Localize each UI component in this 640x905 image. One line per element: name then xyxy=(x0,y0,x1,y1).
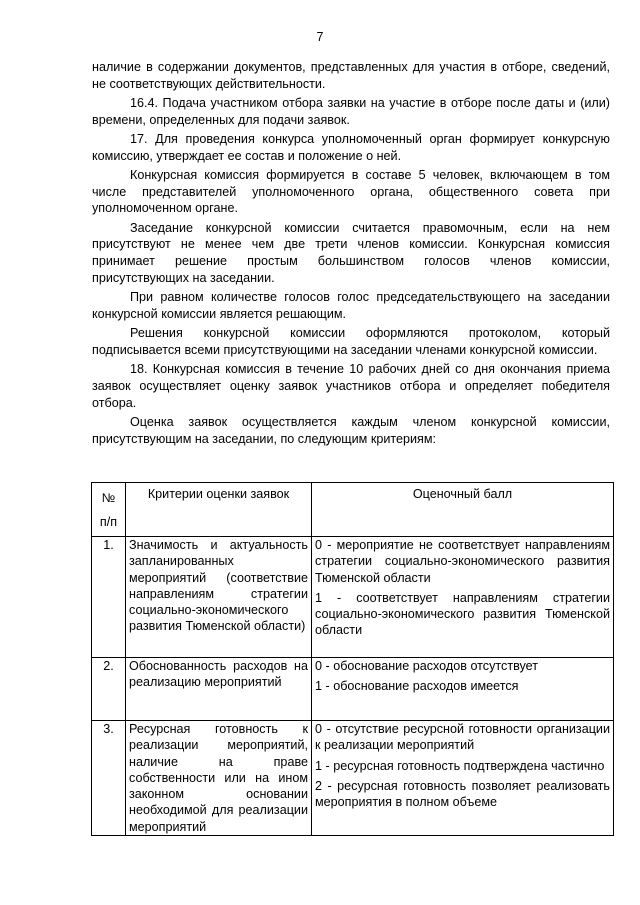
header-number-sign: № xyxy=(101,491,116,505)
header-criteria: Критерии оценки заявок xyxy=(126,483,312,537)
row-scores xyxy=(312,537,614,658)
paragraph-16-4: 16.4. Подача участником отбора заявки на участие в отборе после даты и (или) времени, определенных для подачи заявок. xyxy=(92,96,610,127)
paragraph-18: 18. Конкурсная комиссия в течение 10 рабочих дней со дня окончания приема заявок осуществляет оценку заявок участников отбора и определяет победителя отбора. xyxy=(92,362,610,410)
row-number: 2. xyxy=(92,658,126,721)
row-criterion: Ресурсная готовность к реализации мероприятий, наличие на праве собственности или на ином законном основании необходимой для реализации мероприятий xyxy=(126,721,312,836)
score-option: 1 - ресурсная готовность подтверждена частично xyxy=(315,758,605,773)
score-option: 1 - обоснование расходов имеется xyxy=(315,679,519,694)
criteria-table xyxy=(91,482,614,836)
paragraph-17: 17. Для проведения конкурса уполномоченный орган формирует конкурсную комиссию, утверждает ее состав и положение о ней. xyxy=(92,132,610,163)
score-option: 0 - мероприятие не соответствует направлениям стратегии социально-экономического развития Тюменской области xyxy=(315,538,610,585)
table-row xyxy=(92,658,614,721)
score-option: 0 - отсутствие ресурсной готовности организации к реализации мероприятий xyxy=(315,722,610,753)
row-criterion: Обоснованность расходов на реализацию мероприятий xyxy=(126,658,312,721)
row-number: 1. xyxy=(92,537,126,658)
document-body xyxy=(92,59,610,450)
score-option: 0 - обоснование расходов отсутствует xyxy=(315,659,539,673)
paragraph-continuation: наличие в содержании документов, представленных для участия в отборе, сведений, не соответствующих действительности. xyxy=(92,60,610,91)
row-scores xyxy=(312,658,614,721)
page-number: 7 xyxy=(316,30,324,44)
row-number: 3. xyxy=(92,721,126,836)
header-number-pp: п/п xyxy=(99,515,118,529)
score-option: 2 - ресурсная готовность позволяет реализовать мероприятия в полном объеме xyxy=(315,778,610,810)
table-row xyxy=(92,721,614,836)
table-row xyxy=(92,537,614,658)
table-header-row xyxy=(92,483,614,537)
paragraph-commission-composition: Конкурсная комиссия формируется в составе 5 человек, включающем в том числе представителей уполномоченного органа, общественного совета при уполномоченном органе. xyxy=(92,168,610,216)
header-number xyxy=(92,483,126,537)
row-criterion: Значимость и актуальность запланированных мероприятий (соответствие направлениям стратегии социально-экономического развития Тюменской области) xyxy=(126,537,312,658)
row-scores xyxy=(312,721,614,836)
paragraph-quorum: Заседание конкурсной комиссии считается правомочным, если на нем присутствуют не менее чем две трети членов комиссии. Конкурсная комиссия принимает решение простым большинством голосов членов комиссии, присутствующих на заседании. xyxy=(92,220,610,285)
header-score: Оценочный балл xyxy=(312,483,614,537)
paragraph-protocol: Решения конкурсной комиссии оформляются протоколом, который подписывается всеми присутствующими на заседании членами конкурсной комиссии. xyxy=(92,326,610,357)
paragraph-tie-vote: При равном количестве голосов голос председательствующего на заседании конкурсной комиссии является решающим. xyxy=(92,290,610,321)
paragraph-criteria-intro: Оценка заявок осуществляется каждым членом конкурсной комиссии, присутствующим на заседании, по следующим критериям: xyxy=(92,414,610,446)
score-option: 1 - соответствует направлениям стратегии социально-экономического развития Тюменской области xyxy=(315,590,610,638)
